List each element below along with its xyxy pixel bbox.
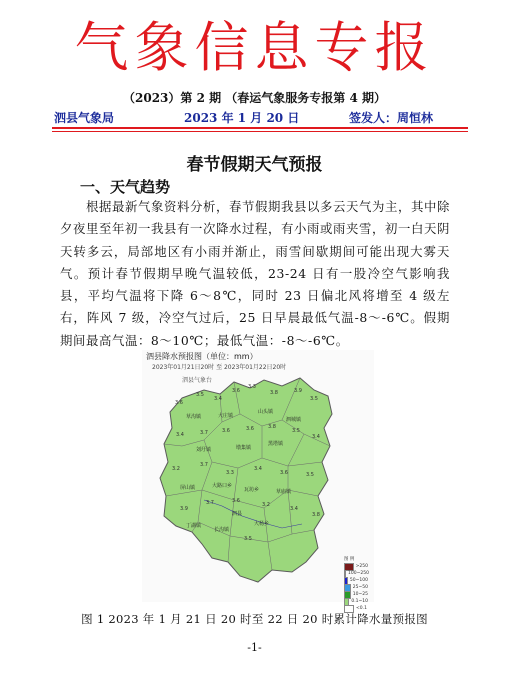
station-value: 3.8	[270, 390, 278, 396]
station-value: 3.4	[312, 434, 320, 440]
town-label: 黑塔镇	[268, 441, 284, 447]
issue-date: 2023 年 1 月 20 日	[184, 111, 300, 125]
station-value: 3.6	[175, 400, 183, 406]
header-rule-thin	[52, 131, 468, 132]
station-value: 3.6	[222, 428, 230, 434]
legend-label: 25~50	[352, 585, 368, 590]
station-value: 3.7	[200, 430, 208, 436]
station-value: 3.2	[262, 502, 270, 508]
town-label: 长沟镇	[214, 527, 230, 533]
issuer: 泗县气象局	[54, 111, 115, 125]
body-paragraph: 根据最新气象资料分析，春节假期我县以多云天气为主，其中除夕夜里至年初一我县有一次降水过程，有小雨或雨夹雪，初一白天阴天转多云，局部地区有小雨并渐止，雨雪间歇期间可能出现大雾天气。预计春节假期早晚气温较低，23-24 日有一股冷空气影响我县，平均气温将下降 6～8℃，同时 23 日偏北风将增至 4 级左右，阵风 7 级，冷空气过后，25 日早晨最低气温-8～-6℃。假期期间最高气温：8～10℃；最低气温：-8～-6℃。	[60, 199, 450, 348]
station-value: 3.4	[176, 432, 184, 438]
figure-caption: 图 1 2023 年 1 月 21 日 20 时至 22 日 20 时累计降水量预报图	[81, 612, 428, 626]
station-value: 3.5	[306, 472, 314, 478]
header-rule-thick	[52, 127, 468, 129]
town-label: 刘圩镇	[196, 447, 212, 453]
map-subtitle: 2023年01月21日20时 至 2023年01月22日20时	[152, 364, 287, 371]
county-shape	[160, 378, 332, 582]
town-label: 泗城镇	[286, 417, 302, 423]
legend-label: 0.1~10	[351, 599, 368, 604]
station-value: 3.5	[244, 536, 252, 542]
station-value: 3.5	[196, 392, 204, 398]
station-value: 3.9	[294, 388, 302, 394]
town-label: 墩集镇	[236, 445, 252, 451]
legend-label: 10~25	[352, 592, 368, 597]
station-value: 3.6	[232, 498, 240, 504]
town-label: 草庙镇	[276, 489, 292, 495]
legend-label: >250	[355, 564, 368, 569]
station-value: 3.3	[226, 470, 234, 476]
page-number: -1-	[247, 641, 262, 654]
town-label: 大路口乡	[212, 483, 233, 489]
town-label: 丁湖镇	[186, 523, 202, 529]
issue-line: （2023）第 2 期 （春运气象服务专报第 4 期）	[123, 91, 386, 105]
legend-title: 图 例	[344, 557, 355, 562]
station-value: 3.6	[246, 426, 254, 432]
town-label: 山头镇	[258, 409, 274, 415]
station-value: 3.8	[268, 424, 276, 430]
station-value: 3.6	[232, 388, 240, 394]
town-label: 泗县	[232, 511, 243, 517]
meta-row	[54, 109, 464, 125]
station-value: 3.8	[312, 512, 320, 518]
station-value: 3.4	[254, 466, 262, 472]
station-value: 3.5	[292, 428, 300, 434]
station-value: 3.9	[180, 506, 188, 512]
town-label: 大庄镇	[218, 413, 234, 419]
report-title: 春节假期天气预报	[186, 155, 323, 175]
signer: 签发人：周恒林	[349, 111, 434, 125]
station-value: 3.4	[290, 506, 298, 512]
precipitation-map	[142, 350, 374, 602]
legend-label: <0.1	[356, 606, 367, 611]
legend-label: 100~250	[348, 571, 369, 576]
station-value: 3.4	[214, 396, 222, 402]
station-value: 3.6	[280, 470, 288, 476]
masthead-title: 气象信息专报	[74, 16, 435, 79]
legend-item	[344, 563, 368, 570]
section-heading: 一、天气趋势	[80, 178, 171, 196]
map-station-label: 泗县气象台	[182, 377, 213, 384]
station-value: 3.7	[200, 462, 208, 468]
town-label: 草沟镇	[186, 414, 202, 420]
map-title: 泗县降水预报图（单位：mm）	[146, 352, 258, 361]
legend-label: 50~100	[349, 578, 368, 583]
station-value: 3.7	[206, 500, 214, 506]
town-label: 大杨乡	[254, 521, 270, 527]
station-value: 3.5	[310, 396, 318, 402]
town-label: 屏山镇	[180, 485, 196, 491]
station-value: 3.3	[248, 384, 256, 390]
town-label: 瓦坊乡	[244, 487, 260, 493]
station-value: 3.2	[172, 466, 180, 472]
map-legend	[344, 556, 368, 612]
